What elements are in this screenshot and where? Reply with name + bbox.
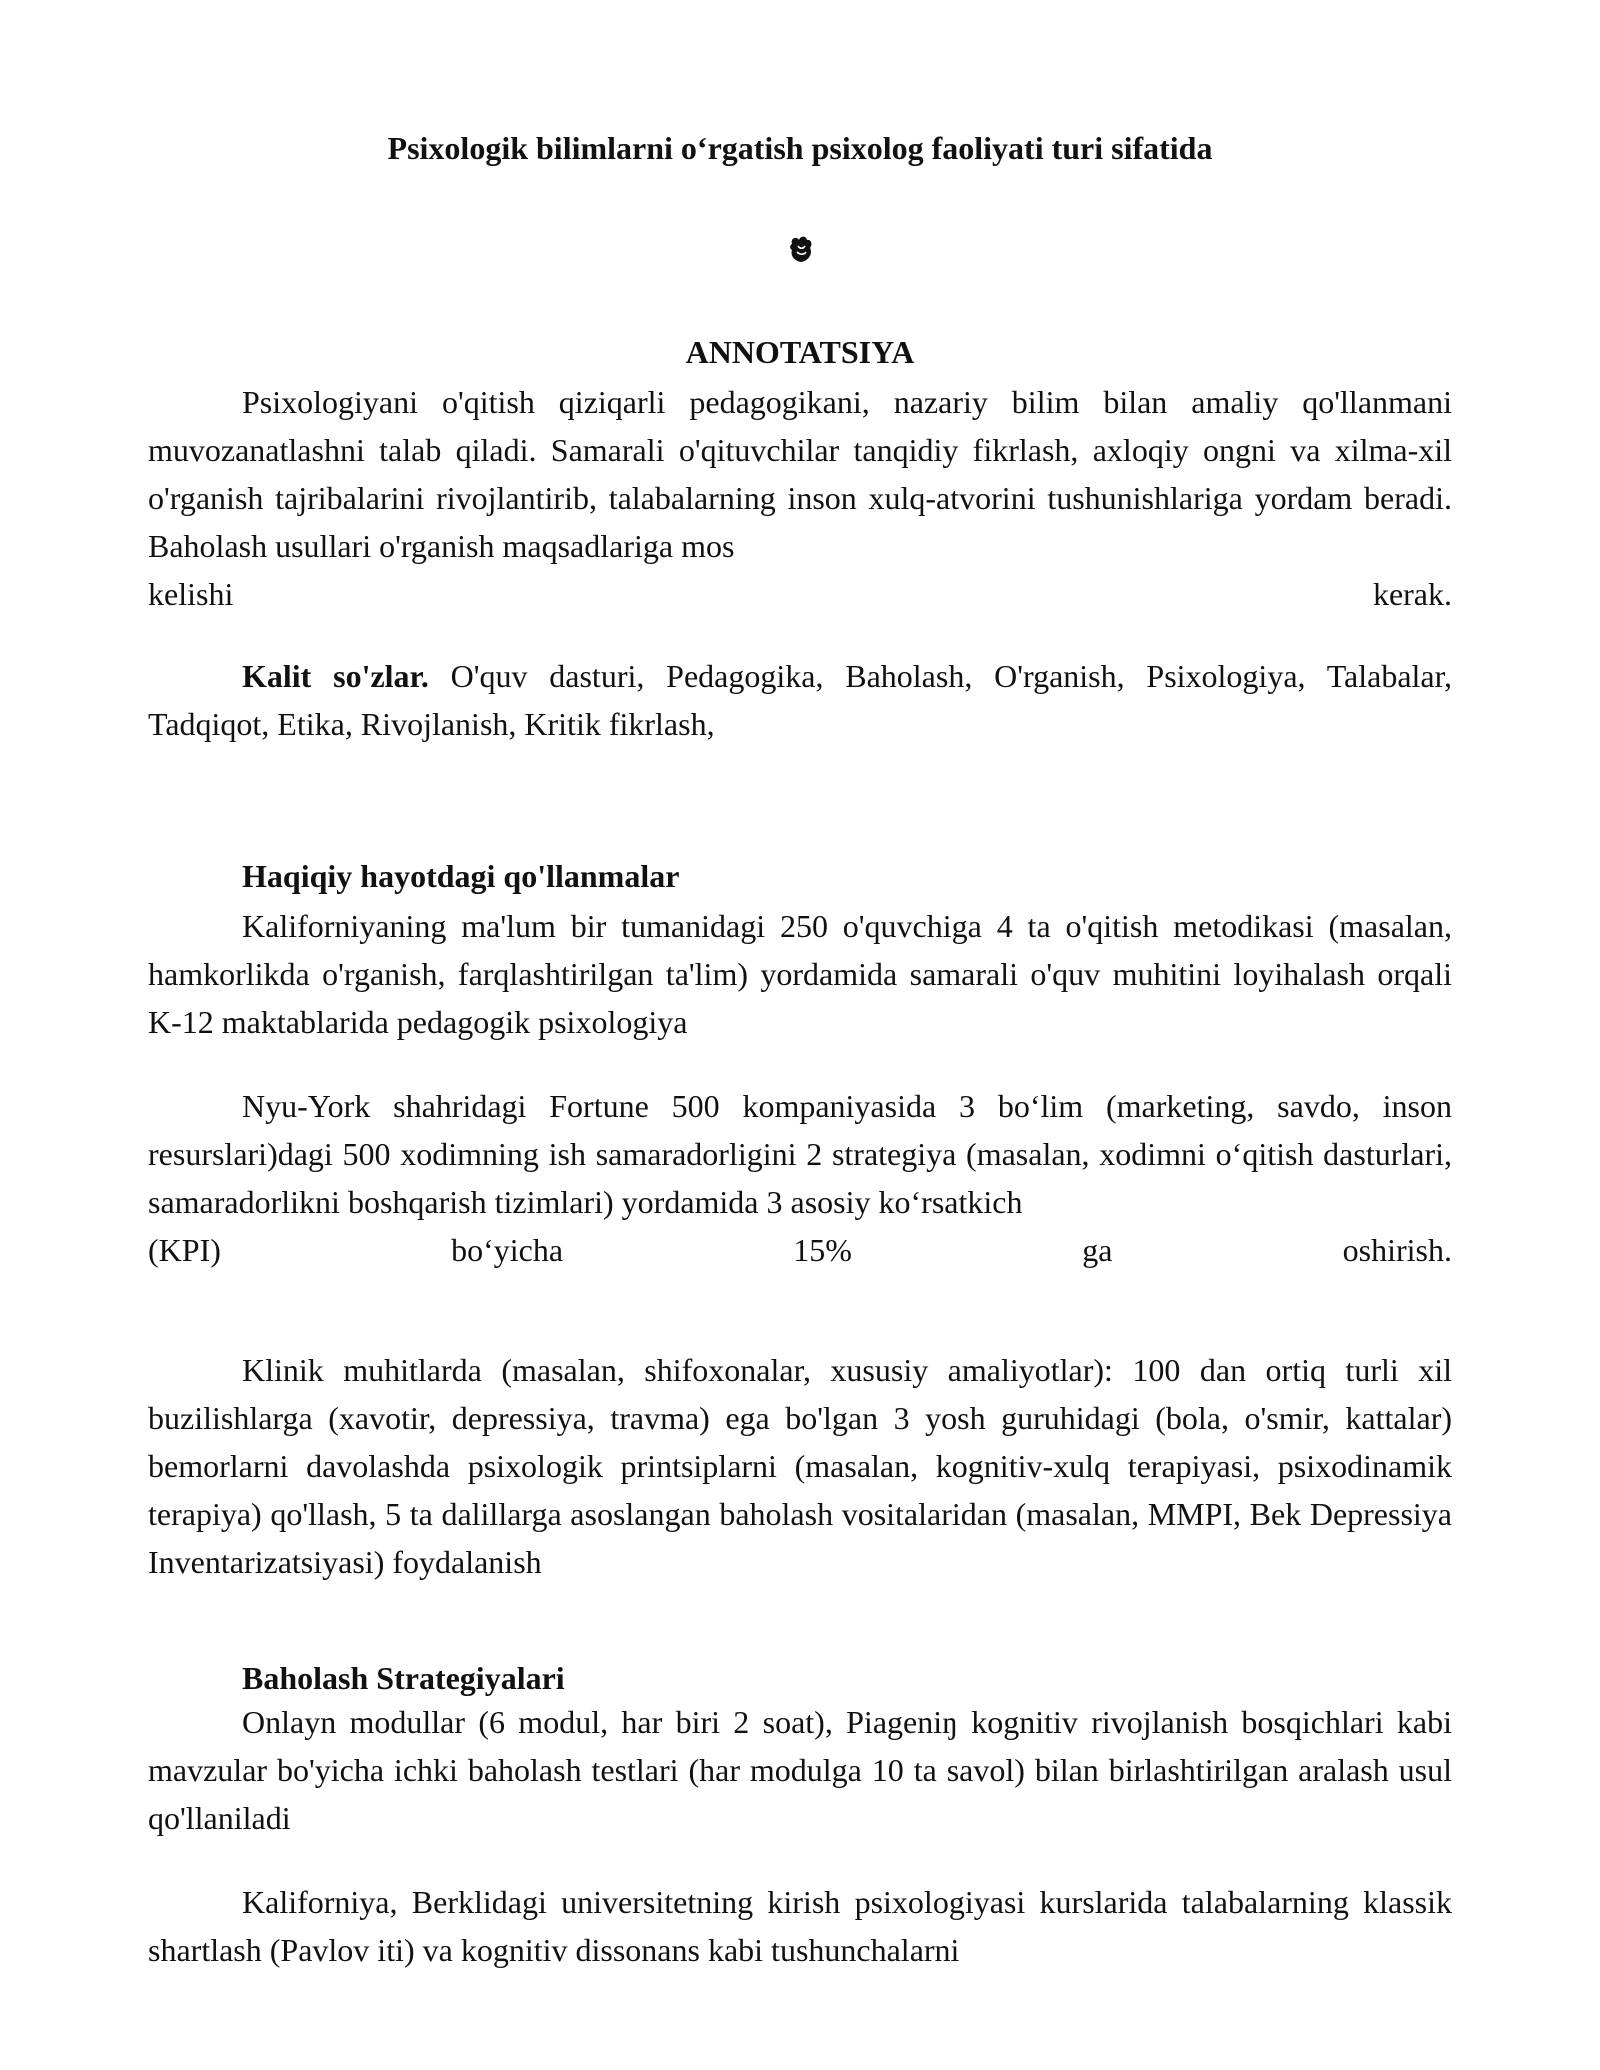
assessment-paragraph-1: [148, 1698, 1452, 1842]
annotation-word: kerak.: [1372, 576, 1452, 612]
applications-word: ga: [1082, 1232, 1113, 1268]
applications-heading: Haqiqiy hayotdagi qo'llanmalar: [242, 858, 680, 894]
applications-paragraph-2-last-line: [148, 1226, 1452, 1274]
keywords-label: Kalit so'zlar.: [242, 658, 429, 694]
applications-paragraph-2: [148, 1082, 1452, 1226]
annotation-last-line: [148, 570, 1452, 618]
applications-word: 15%: [793, 1232, 852, 1268]
applications-text-2: Nyu-York shahridagi Fortune 500 kompaniyasida 3 bo‘lim (marketing, savdo, inson resurslari)dagi 500 xodimning ish samaradorligini 2 strategiya (masalan, xodimni o‘qitish dasturlari, samaradorlikni boshqarish tizimlari) yordamida 3 asosiy ko‘rsatkich: [148, 1088, 1452, 1220]
applications-text-3: Klinik muhitlarda (masalan, shifoxonalar, xususiy amaliyotlar): 100 dan ortiq turli xil buzilishlarga (xavotir, depressiya, travma) ega bo'lgan 3 yosh guruhidagi (bola, o'smir, kattalar) bemorlarni davolashda psixologik printsiplarni (masalan, kognitiv-xulq terapiyasi, psixodinamik terapiya) qo'llash, 5 ta dalillarga asoslangan baholash vositalaridan (masalan, MMPI, Bek Depressiya Inventarizatsiyasi) foydalanish: [148, 1352, 1452, 1580]
assessment-text-2: Kaliforniya, Berklidagi universitetning kirish psixologiyasi kurslarida talabalarning klassik shartlash (Pavlov iti) va kognitiv dissonans kabi tushunchalarni: [148, 1884, 1452, 1968]
assessment-paragraph-2: [148, 1878, 1452, 1974]
annotation-word: kelishi: [148, 576, 234, 612]
annotation-paragraph: [148, 378, 1452, 570]
document-title: Psixologik bilimlarni o‘rgatish psixolog faoliyati turi sifatida: [387, 130, 1213, 166]
applications-paragraph-3: [148, 1346, 1452, 1586]
annotation-text: Psixologiyani o'qitish qiziqarli pedagogikani, nazariy bilim bilan amaliy qo'llanmani muvozanatlashni talab qiladi. Samarali o'qituvchilar tanqidiy fikrlash, axloqiy ongni va xilma-xil o'rganish tajribalarini rivojlantirib, talabalarning inson xulq-atvorini tushunishlariga yordam beradi. Baholash usullari o'rganish maqsadlariga mos: [148, 384, 1452, 564]
assessment-heading: Baholash Strategiyalari: [242, 1660, 565, 1696]
keywords-text: O'quv dasturi, Pedagogika, Baholash, O'rganish, Psixologiya, Talabalar, Tadqiqot, Etika, Rivojlanish, Kritik fikrlash,: [148, 658, 1453, 742]
applications-word: oshirish.: [1342, 1232, 1452, 1268]
applications-word: (KPI): [148, 1232, 221, 1268]
applications-paragraph-1: [148, 902, 1452, 1046]
annotation-heading: ANNOTATSIYA: [685, 334, 915, 370]
assessment-text-1: Onlayn modullar (6 modul, har biri 2 soat), Piageniŋ kognitiv rivojlanish bosqichlari kabi mavzular bo'yicha ichki baholash testlari (har modulga 10 ta savol) bilan birlashtirilgan aralash usul qo'llaniladi: [148, 1704, 1452, 1836]
applications-word: bo‘yicha: [451, 1232, 564, 1268]
applications-text-1: Kaliforniyaning ma'lum bir tumanidagi 250 o'quvchiga 4 ta o'qitish metodikasi (masalan, hamkorlikda o'rganish, farqlashtirilgan ta'lim) yordamida samarali o'quv muhitini loyihalash orqali K-12 maktablarida pedagogik psixologiya: [148, 908, 1452, 1040]
keywords-paragraph: [148, 652, 1452, 748]
emblem-icon: [788, 234, 814, 264]
